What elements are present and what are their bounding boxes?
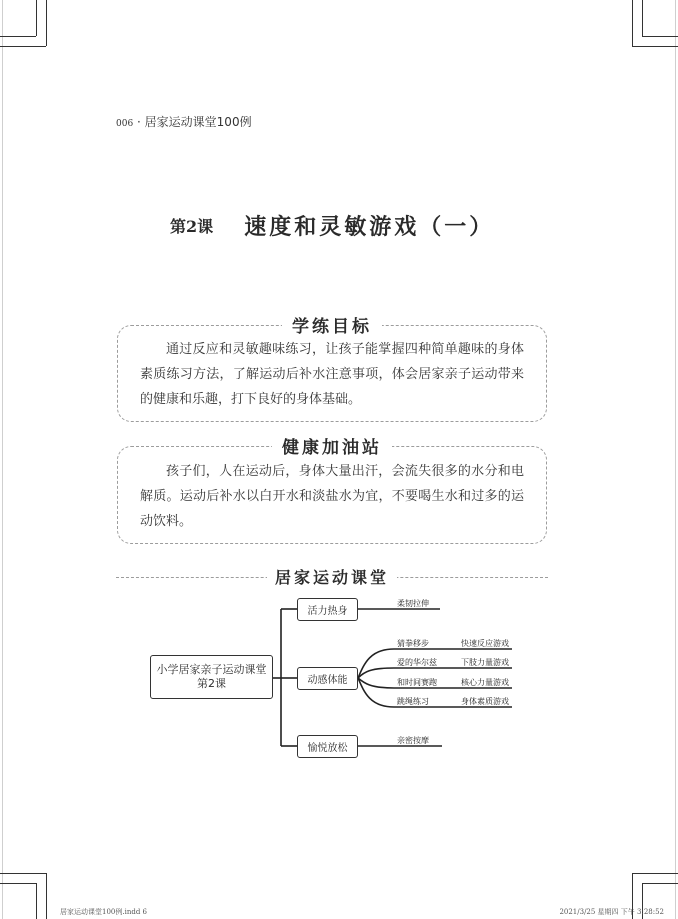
mindmap-root: [150, 655, 273, 699]
goals-text: 通过反应和灵敏趣味练习，让孩子能掌握四种简单趣味的身体素质练习方法，了解运动后补水注意事项，体会居家亲子运动带来的健康和乐趣，打下良好的身体基础。: [140, 342, 524, 407]
mindmap-leaf-warmup: 柔韧拉伸: [397, 599, 429, 608]
mindmap-leaf-core-name: 爱的华尔兹: [397, 658, 437, 667]
mindmap-root-line2: 第2课: [197, 677, 226, 690]
goals-heading: 学练目标: [282, 312, 382, 337]
mindmap-leaf-core-type: 下肢力量游戏: [461, 658, 509, 667]
classroom-heading: 居家运动课堂: [267, 565, 397, 588]
footer-file-name: 居家运动课堂100例.indd 6: [60, 908, 147, 916]
health-heading: 健康加油站: [272, 433, 392, 458]
page-number: 006: [116, 119, 134, 129]
mindmap-node-relax: 愉悦放松: [297, 735, 358, 758]
running-head-separator: ·: [137, 115, 141, 129]
mindmap-leaf-core-type: 身体素质游戏: [461, 697, 509, 706]
mindmap-leaf-core-name: 猜拳移步: [397, 639, 429, 648]
footer-timestamp: 2021/3/25 星期四 下午 3:28:52: [559, 908, 664, 916]
mindmap-node-core: 动感体能: [297, 667, 358, 690]
mindmap-leaf-core-type: 核心力量游戏: [461, 678, 509, 687]
mindmap-leaf-core-name: 跳绳练习: [397, 697, 429, 706]
book-title: 居家运动课堂100例: [144, 115, 252, 129]
mindmap-root-line1: 小学居家亲子运动课堂: [156, 663, 267, 676]
mindmap-leaf-core-type: 快速反应游戏: [461, 639, 509, 648]
mindmap-leaf-core-name: 和时间赛跑: [397, 678, 437, 687]
mindmap-node-warmup: 活力热身: [297, 598, 358, 621]
lesson-number: 第2课: [170, 217, 214, 236]
health-text: 孩子们，人在运动后，身体大量出汗，会流失很多的水分和电解质。运动后补水以白开水和淡盐水为宜，不要喝生水和过多的运动饮料。: [140, 464, 524, 529]
lesson-title: 速度和灵敏游戏（一）: [244, 214, 495, 240]
mindmap-leaf-relax: 亲密按摩: [397, 736, 429, 745]
